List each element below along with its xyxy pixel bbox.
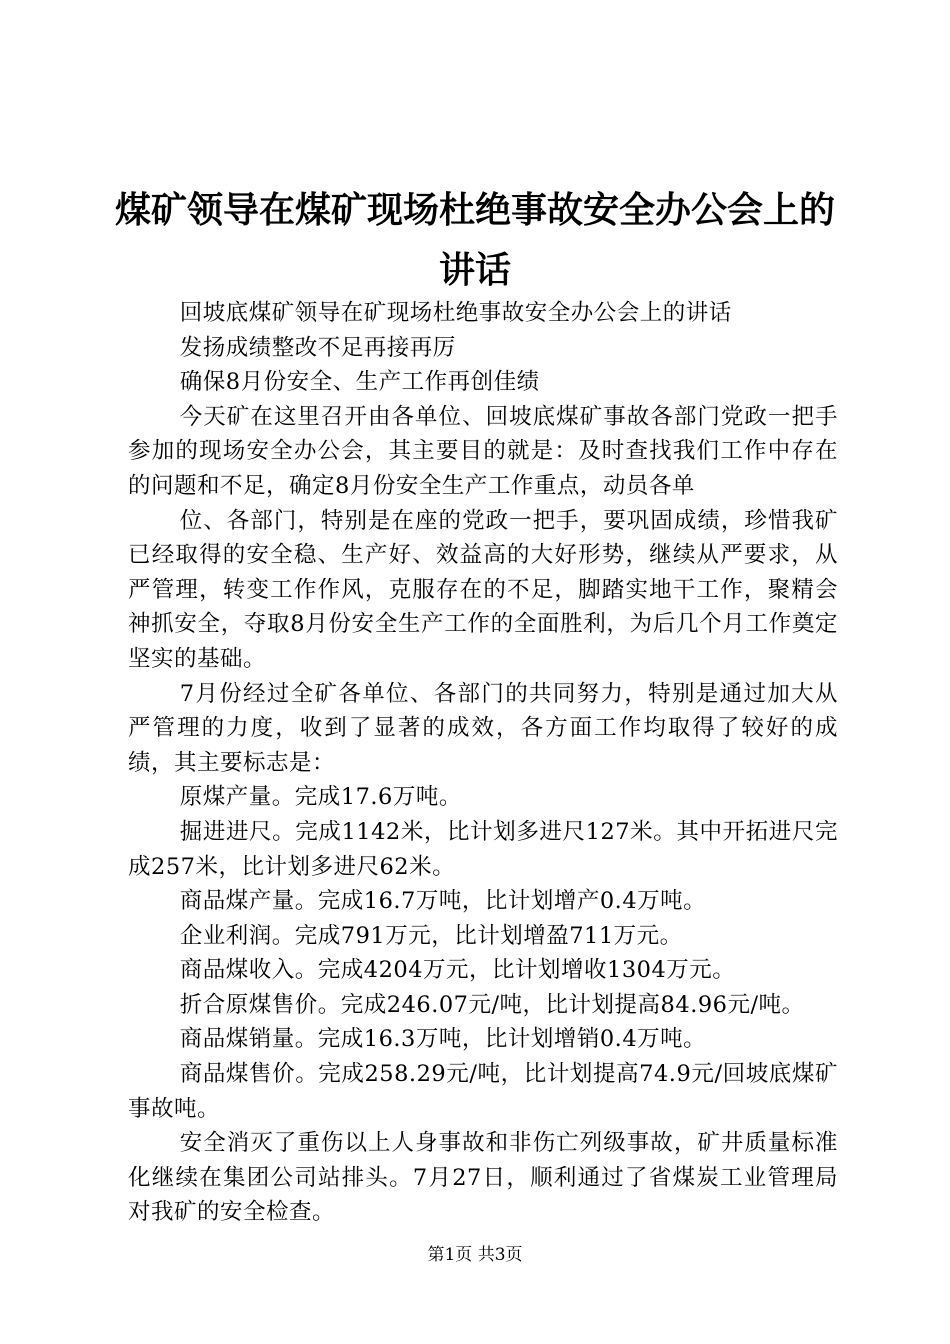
paragraph: 7月份经过全矿各单位、各部门的共同努力，特别是通过加大从严管理的力度，收到了显著的成效，各方面工作均取得了较好的成绩，其主要标志是： xyxy=(128,680,838,776)
paragraph: 确保8月份安全、生产工作再创佳绩 xyxy=(179,369,540,396)
page-number-footer: 第1页 共3页 xyxy=(427,1245,523,1265)
paragraph: 商品煤售价。完成258.29元/吨，比计划提高74.9元/回坡底煤矿事故吨。 xyxy=(128,1061,838,1122)
document-body xyxy=(128,296,838,1230)
paragraph: 安全消灭了重伤以上人身事故和非伤亡列级事故，矿井质量标准化继续在集团公司站排头。7月27日，顺利通过了省煤炭工业管理局对我矿的安全检查。 xyxy=(128,1130,838,1226)
document-title-line-1: 煤矿领导在煤矿现场杜绝事故安全办公会上的 xyxy=(114,189,835,231)
paragraph: 商品煤销量。完成16.3万吨，比计划增销0.4万吨。 xyxy=(179,1026,707,1053)
paragraph: 原煤产量。完成17.6万吨。 xyxy=(179,784,462,811)
paragraph: 折合原煤售价。完成246.07元/吨，比计划提高84.96元/吨。 xyxy=(179,991,805,1018)
paragraph: 回坡底煤矿领导在矿现场杜绝事故安全办公会上的讲话 xyxy=(179,300,732,326)
paragraph: 位、各部门，特别是在座的党政一把手，要巩固成绩，珍惜我矿已经取得的安全稳、生产好、效益高的大好形势，继续从严要求，从严管理，转变工作作风，克服存在的不足，脚踏实地干工作，聚精会神抓安全，夺取8月份安全生产工作的全面胜利，为后几个月工作奠定坚实的基础。 xyxy=(128,507,838,672)
paragraph: 商品煤产量。完成16.7万吨，比计划增产0.4万吨。 xyxy=(179,888,707,915)
paragraph: 发扬成绩整改不足再接再厉 xyxy=(179,334,456,361)
document-title-line-2: 讲话 xyxy=(438,249,511,291)
paragraph: 商品煤收入。完成4204万元，比计划增收1304万元。 xyxy=(179,957,736,984)
paragraph: 掘进进尺。完成1142米，比计划多进尺127米。其中开拓进尺完成257米，比计划多进尺62米。 xyxy=(128,818,838,880)
paragraph: 企业利润。完成791万元，比计划增盈711万元。 xyxy=(179,922,683,949)
paragraph: 今天矿在这里召开由各单位、回坡底煤矿事故各部门党政一把手参加的现场安全办公会，其主要目的就是：及时查找我们工作中存在的问题和不足，确定8月份安全生产工作重点，动员各单 xyxy=(128,403,838,499)
